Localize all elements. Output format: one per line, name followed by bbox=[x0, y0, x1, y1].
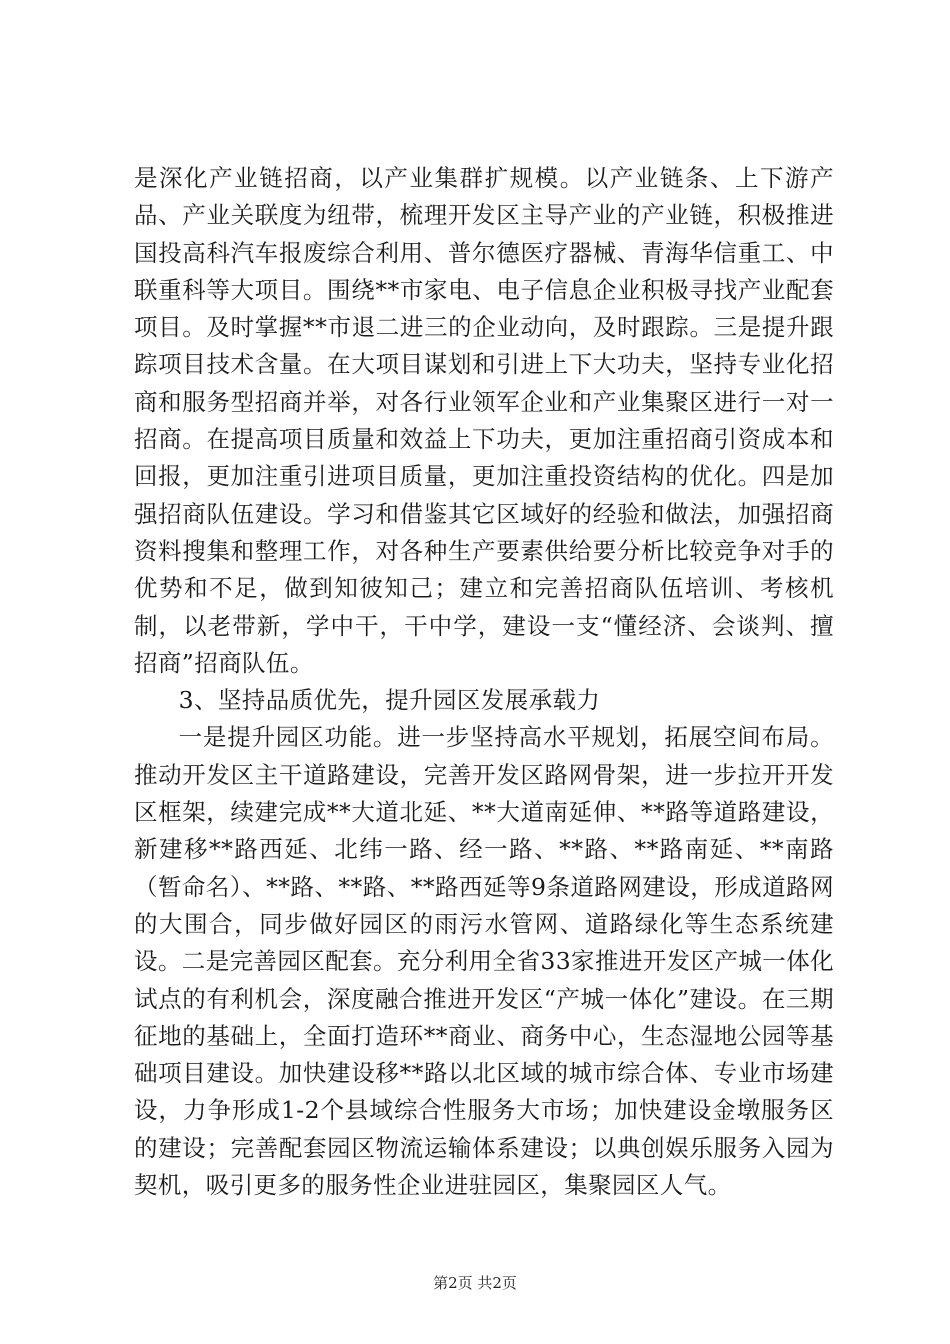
section-heading-3: 3、坚持品质优先，提升园区发展承载力 bbox=[178, 686, 601, 715]
paragraph-investment: 是深化产业链招商，以产业集群扩规模。以产业链条、上下游产品、产业关联度为纽带，梳理开发区主导产业的产业链，积极推进国投高科汽车报废综合利用、普尔德医疗器械、青海华信重工、中联重科等大项目。围绕**市家电、电子信息企业积极寻找产业配套项目。及时掌握**市退二进三的企业动向，及时跟踪。三是提升跟踪项目技术含量。在大项目谋划和引进上下大功夫，坚持专业化招商和服务型招商并举，对各行业领军企业和产业集聚区进行一对一招商。在提高项目质量和效益上下功夫，更加注重招商引资成本和回报，更加注重引进项目质量，更加注重投资结构的优化。四是加强招商队伍建设。学习和借鉴其它区域好的经验和做法，加强招商资料搜集和整理工作，对各种生产要素供给要分析比较竞争对手的优势和不足，做到知彼知己；建立和完善招商队伍培训、考核机制，以老带新，学中干，干中学，建设一支“懂经济、会谈判、擅招商”招商队伍。 bbox=[134, 164, 834, 677]
paragraph-park-function: 一是提升园区功能。进一步坚持高水平规划，拓展空间布局。推动开发区主干道路建设，完善开发区路网骨架，进一步拉开开发区框架，续建完成**大道北延、**大道南延伸、**路等道路建设，新建移**路西延、北纬一路、经一路、**路、**路南延、**南路（暂命名）、**路、**路、**路西延等9条道路网建设，形成道路网的大围合，同步做好园区的雨污水管网、道路绿化等生态系统建设。二是完善园区配套。充分利用全省33家推进开发区产城一体化试点的有利机会，深度融合推进开发区“产城一体化”建设。在三期征地的基础上，全面打造环**商业、商务中心，生态湿地公园等基础项目建设。加快建设移**路以北区域的城市综合体、专业市场建设，力争形成1-2个县域综合性服务大市场；加快建设金墩服务区的建设；完善配套园区物流运输体系建设；以典创娱乐服务入园为契机，吸引更多的服务性企业进驻园区，集聚园区人气。 bbox=[134, 723, 834, 1200]
page-footer: 第2页 共2页 bbox=[433, 1274, 517, 1292]
document-body bbox=[134, 160, 834, 1204]
